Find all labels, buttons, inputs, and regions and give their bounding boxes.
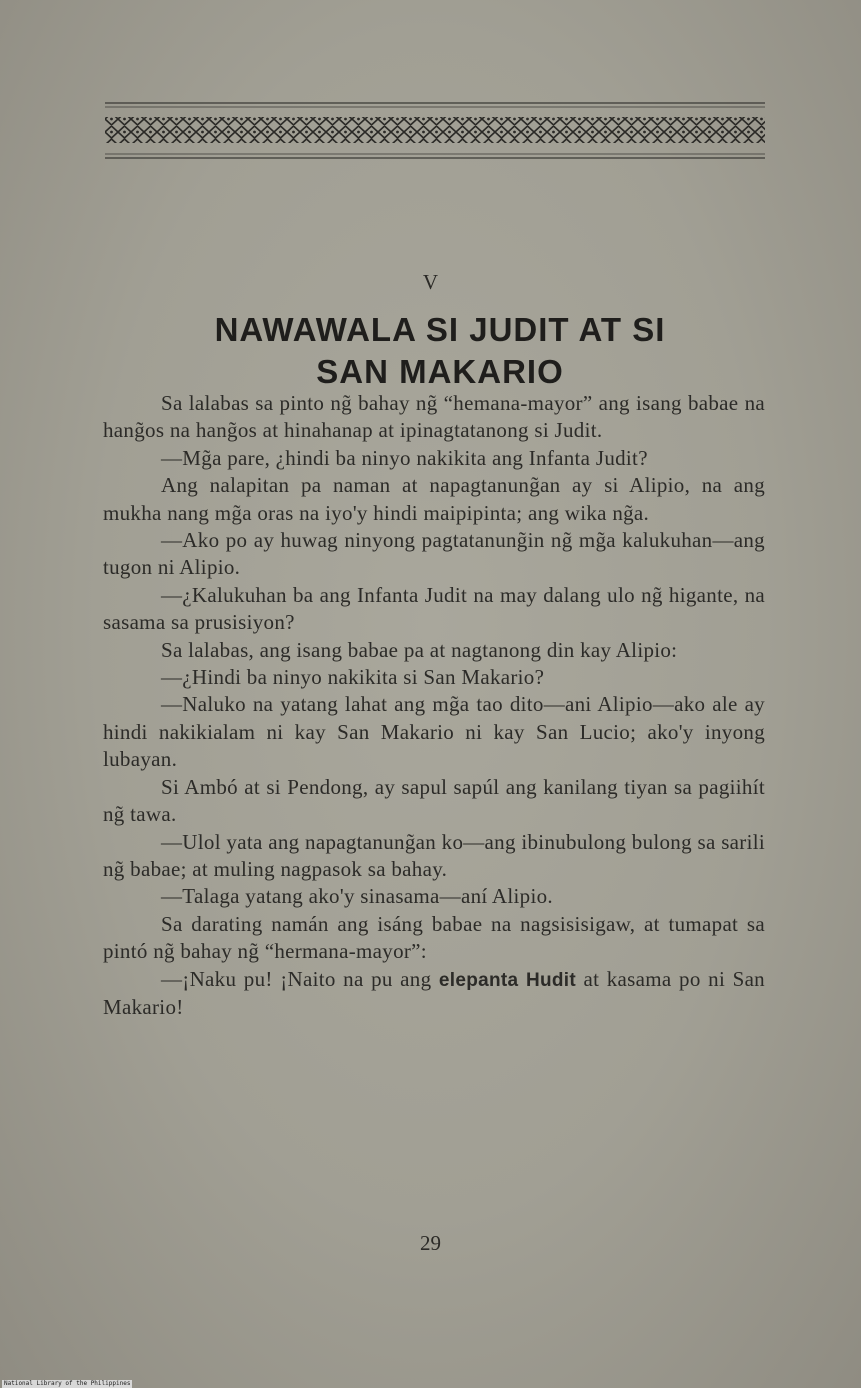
paragraph: Sa darating namán ang isáng babae na nagsisisigaw, at tumapat sa pintó ng̃ bahay ng̃ “hermana-mayor”: <box>103 911 765 964</box>
chapter-number: V <box>422 270 439 294</box>
library-credit: National Library of the Philippines <box>4 1380 131 1387</box>
paragraph: —¿Kalukuhan ba ang Infanta Judit na may dalang ulo ng̃ higante, na sasama sa prusisiyon? <box>103 582 765 635</box>
paragraph: —Mg̃a pare, ¿hindi ba ninyo nakikita ang Infanta Judit? <box>161 445 648 470</box>
paragraph: —¿Hindi ba ninyo nakikita si San Makario? <box>161 665 545 690</box>
paragraph: Sa lalabas sa pinto ng̃ bahay ng̃ “hemana-mayor” ang isang babae na hang̃os na hang̃os at hinahanap at ipinagtatanong si Judit. <box>103 391 765 443</box>
paragraph-last <box>103 966 765 1022</box>
paragraph: Ang nalapitan pa naman at napagtanung̃an ay si Alipio, na ang mukha nang mg̃a oras na iyo'y hindi maipipinta; ang wika ng̃a. <box>103 473 765 525</box>
chapter-title-line-2: SAN MAKARIO <box>316 353 564 390</box>
last-paragraph-end: at kasama po ni San Makario! <box>103 966 765 1019</box>
decorative-border-ornament <box>105 100 765 164</box>
last-paragraph-emphasis: elepanta Hudit <box>438 969 576 991</box>
last-paragraph-start: —¡Naku pu! ¡Naito na pu ang <box>161 966 439 991</box>
paragraph: Si Ambó at si Pendong, ay sapul sapúl ang kanilang tiyan sa pagiihít ng̃ tawa. <box>103 774 765 827</box>
page-number: 29 <box>420 1231 441 1255</box>
paragraph: —Talaga yatang ako'y sinasama—aní Alipio. <box>161 884 553 909</box>
paragraph: —Naluko na yatang lahat ang mg̃a tao dito—ani Alipio—ako ale ay hindi nakikialam ni kay San Makario ni kay San Lucio; ako'y inyong lubayan. <box>103 692 765 772</box>
paragraph: —Ako po ay huwag ninyong pagtatanung̃in ng̃ mg̃a kalukuhan—ang tugon ni Alipio. <box>103 528 765 580</box>
chapter-title-line-1: NAWAWALA SI JUDIT AT SI <box>214 311 666 348</box>
chapter-title <box>130 309 750 393</box>
paragraph: —Ulol yata ang napagtanung̃an ko—ang ibinubulong bulong sa sarili ng̃ babae; at muling nagpasok sa bahay. <box>103 829 765 881</box>
paragraph: Sa lalabas, ang isang babae pa at nagtanong din kay Alipio: <box>161 637 678 662</box>
chapter-body <box>103 390 765 1021</box>
